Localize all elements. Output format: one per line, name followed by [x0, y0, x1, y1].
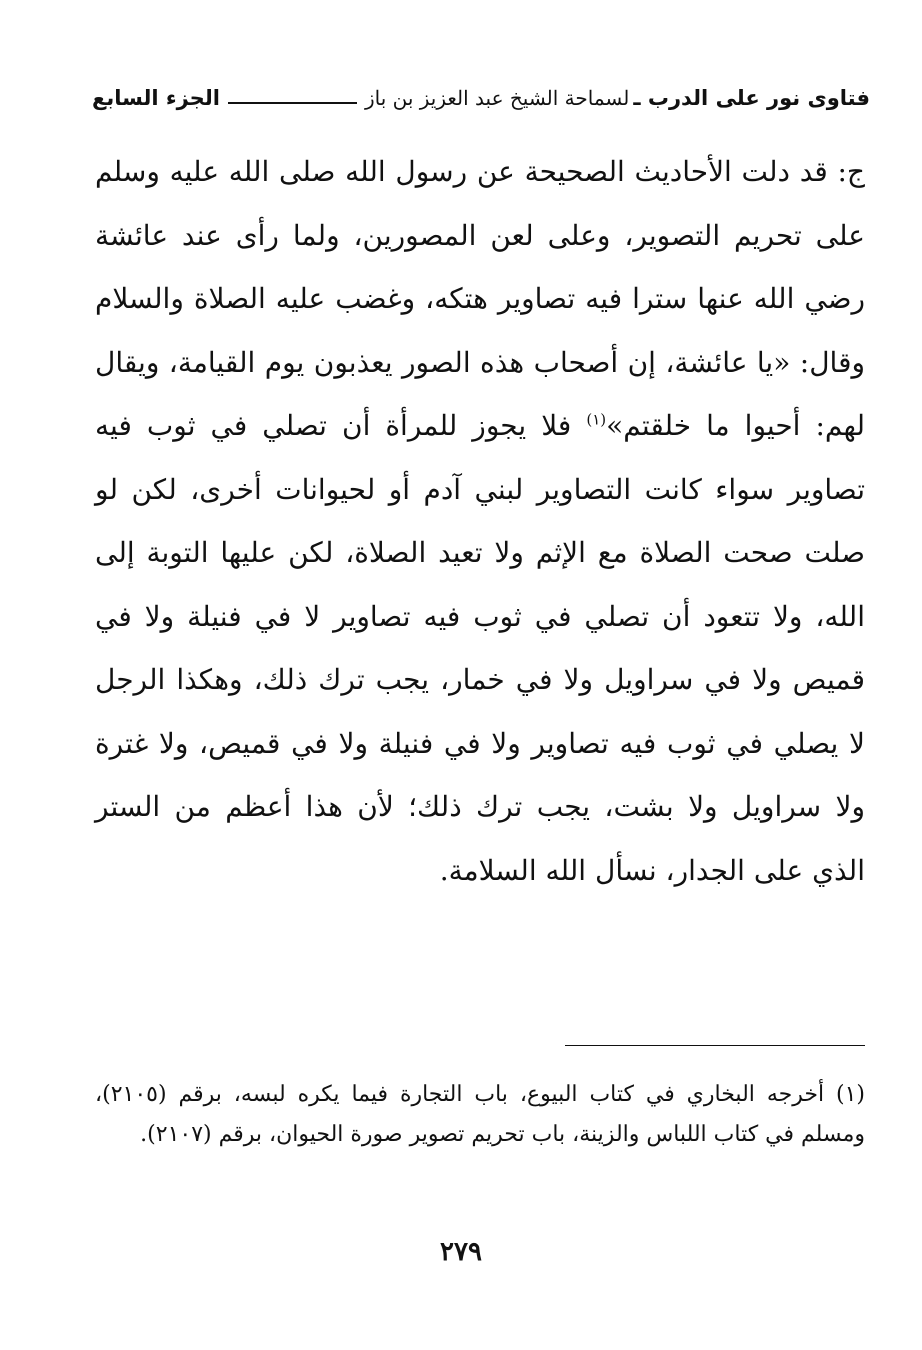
page-number: ٢٧٩ — [440, 1237, 482, 1267]
running-header — [92, 78, 870, 118]
book-title: فتاوى نور على الدرب ـ — [633, 86, 870, 110]
footnote: (١) أخرجه البخاري في كتاب البيوع، باب التجارة فيما يكره لبسه، برقم (٢١٠٥)، ومسلم في كتاب اللباس والزينة، باب تحريم تصوير صورة الحيوان، برقم (٢١٠٧). — [95, 1082, 865, 1147]
answer-text-part-2: فلا يجوز للمرأة أن تصلي في ثوب فيه تصاوير سواء كانت التصاوير لبني آدم أو لحيوانات أخرى، لكن لو صلت صحت الصلاة مع الإثم ولا تعيد الصلاة، لكن عليها التوبة إلى الله، ولا تتعود أن تصلي في ثوب فيه تصاوير لا في فنيلة ولا في قميص ولا في سراويل ولا في خمار، يجب ترك ذلك، وهكذا الرجل لا يصلي في ثوب فيه تصاوير ولا في فنيلة ولا في قميص، ولا غترة ولا سراويل ولا بشت، يجب ترك ذلك؛ لأن هذا أعظم من الستر الذي على الجدار، نسأل الله السلامة. — [95, 409, 865, 887]
volume-label: الجزء السابع — [92, 86, 220, 110]
footnote-separator — [565, 1045, 865, 1046]
footnote-reference: (١) — [586, 410, 607, 429]
header-rule — [228, 102, 357, 104]
answer-text-part-1: ج: قد دلت الأحاديث الصحيحة عن رسول الله صلى الله عليه وسلم على تحريم التصوير، وعلى لعن المصورين، ولما رأى عند عائشة رضي الله عنها سترا فيه تصاوير هتكه، وغضب عليه الصلاة والسلام وقال: «يا عائشة، إن أصحاب هذه الصور يعذبون يوم القيامة، ويقال لهم: أحيوا ما خلقتم» — [95, 155, 865, 442]
author-name: لسماحة الشيخ عبد العزيز بن باز — [364, 86, 630, 110]
fatwa-answer — [95, 140, 865, 902]
